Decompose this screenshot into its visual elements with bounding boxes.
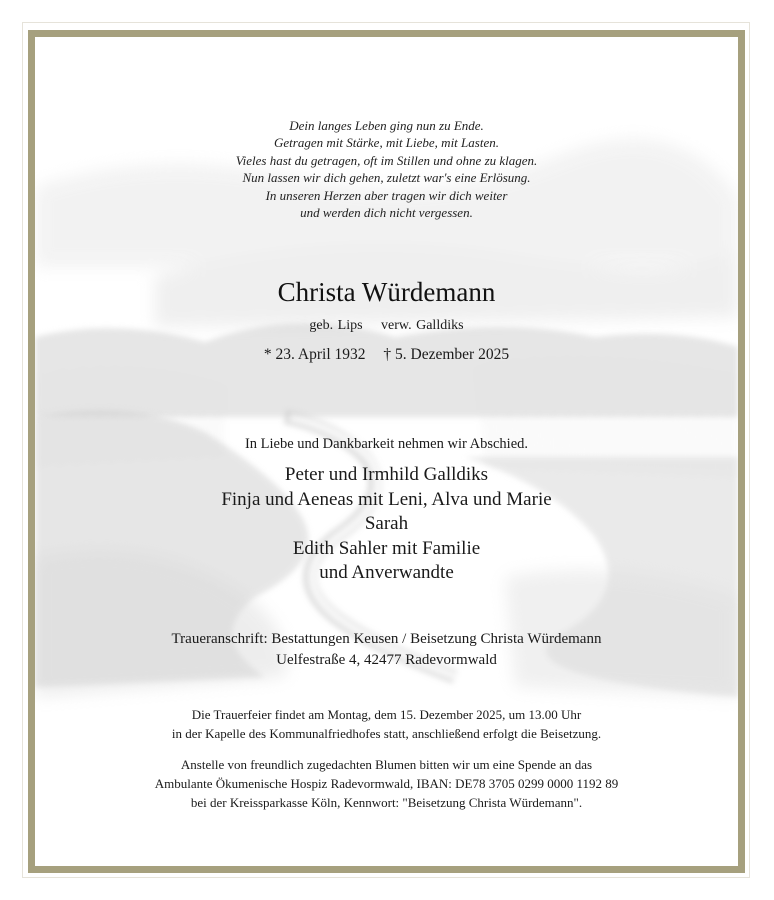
poem-line: Vieles hast du getragen, oft im Stillen und ohne zu klagen. xyxy=(235,152,538,168)
birth-date: * 23. April 1932 xyxy=(263,346,366,363)
mourner-line: und Anverwandte xyxy=(319,562,454,583)
obituary-frame xyxy=(28,30,745,873)
poem-line: Dein langes Leben ging nun zu Ende. xyxy=(289,118,484,133)
ceremony-info xyxy=(35,705,738,743)
mourner-line: Peter und Irmhild Galldiks xyxy=(284,464,489,485)
deceased-name: Christa Würdemann xyxy=(277,277,496,307)
widowed-name: verw. Galldiks xyxy=(381,318,464,333)
birth-name: geb. Lips xyxy=(309,318,363,333)
donation-info xyxy=(35,755,738,812)
address-line: Traueranschrift: Bestattungen Keusen / Beisetzung Christa Würdemann xyxy=(171,631,602,647)
ceremony-line: in der Kapelle des Kommunalfriedhofes statt, anschließend erfolgt die Beisetzung. xyxy=(171,726,602,741)
poem-line: und werden dich nicht vergessen. xyxy=(300,205,473,221)
life-dates xyxy=(35,346,738,364)
poem-line: Nun lassen wir dich gehen, zuletzt war's eine Erlösung. xyxy=(242,170,531,186)
birth-names xyxy=(35,318,738,334)
donation-line: Ambulante Ökumenische Hospiz Radevormwald, IBAN: DE78 3705 0299 0000 1192 89 xyxy=(154,776,619,791)
poem-line: In unseren Herzen aber tragen wir dich weiter xyxy=(265,187,508,203)
donation-line: bei der Kreissparkasse Köln, Kennwort: "Beisetzung Christa Würdemann". xyxy=(190,795,583,810)
memorial-poem xyxy=(35,117,738,221)
death-date: † 5. Dezember 2025 xyxy=(383,346,510,363)
address-line: Uelfestraße 4, 42477 Radevormwald xyxy=(276,652,497,668)
poem-line: Getragen mit Stärke, mit Liebe, mit Lasten. xyxy=(274,135,499,151)
obituary-content xyxy=(35,37,738,866)
ceremony-line: Die Trauerfeier findet am Montag, dem 15. Dezember 2025, um 13.00 Uhr xyxy=(191,707,582,722)
mourner-line: Sarah xyxy=(364,513,409,534)
donation-line: Anstelle von freundlich zugedachten Blumen bitten wir um eine Spende an das xyxy=(180,757,593,772)
farewell-text: In Liebe und Dankbarkeit nehmen wir Abschied. xyxy=(244,436,529,452)
mourning-address xyxy=(35,629,738,671)
mourner-line: Edith Sahler mit Familie xyxy=(292,537,481,559)
mourner-line: Finja und Aeneas mit Leni, Alva und Marie xyxy=(221,488,552,510)
mourners-list xyxy=(35,463,738,586)
